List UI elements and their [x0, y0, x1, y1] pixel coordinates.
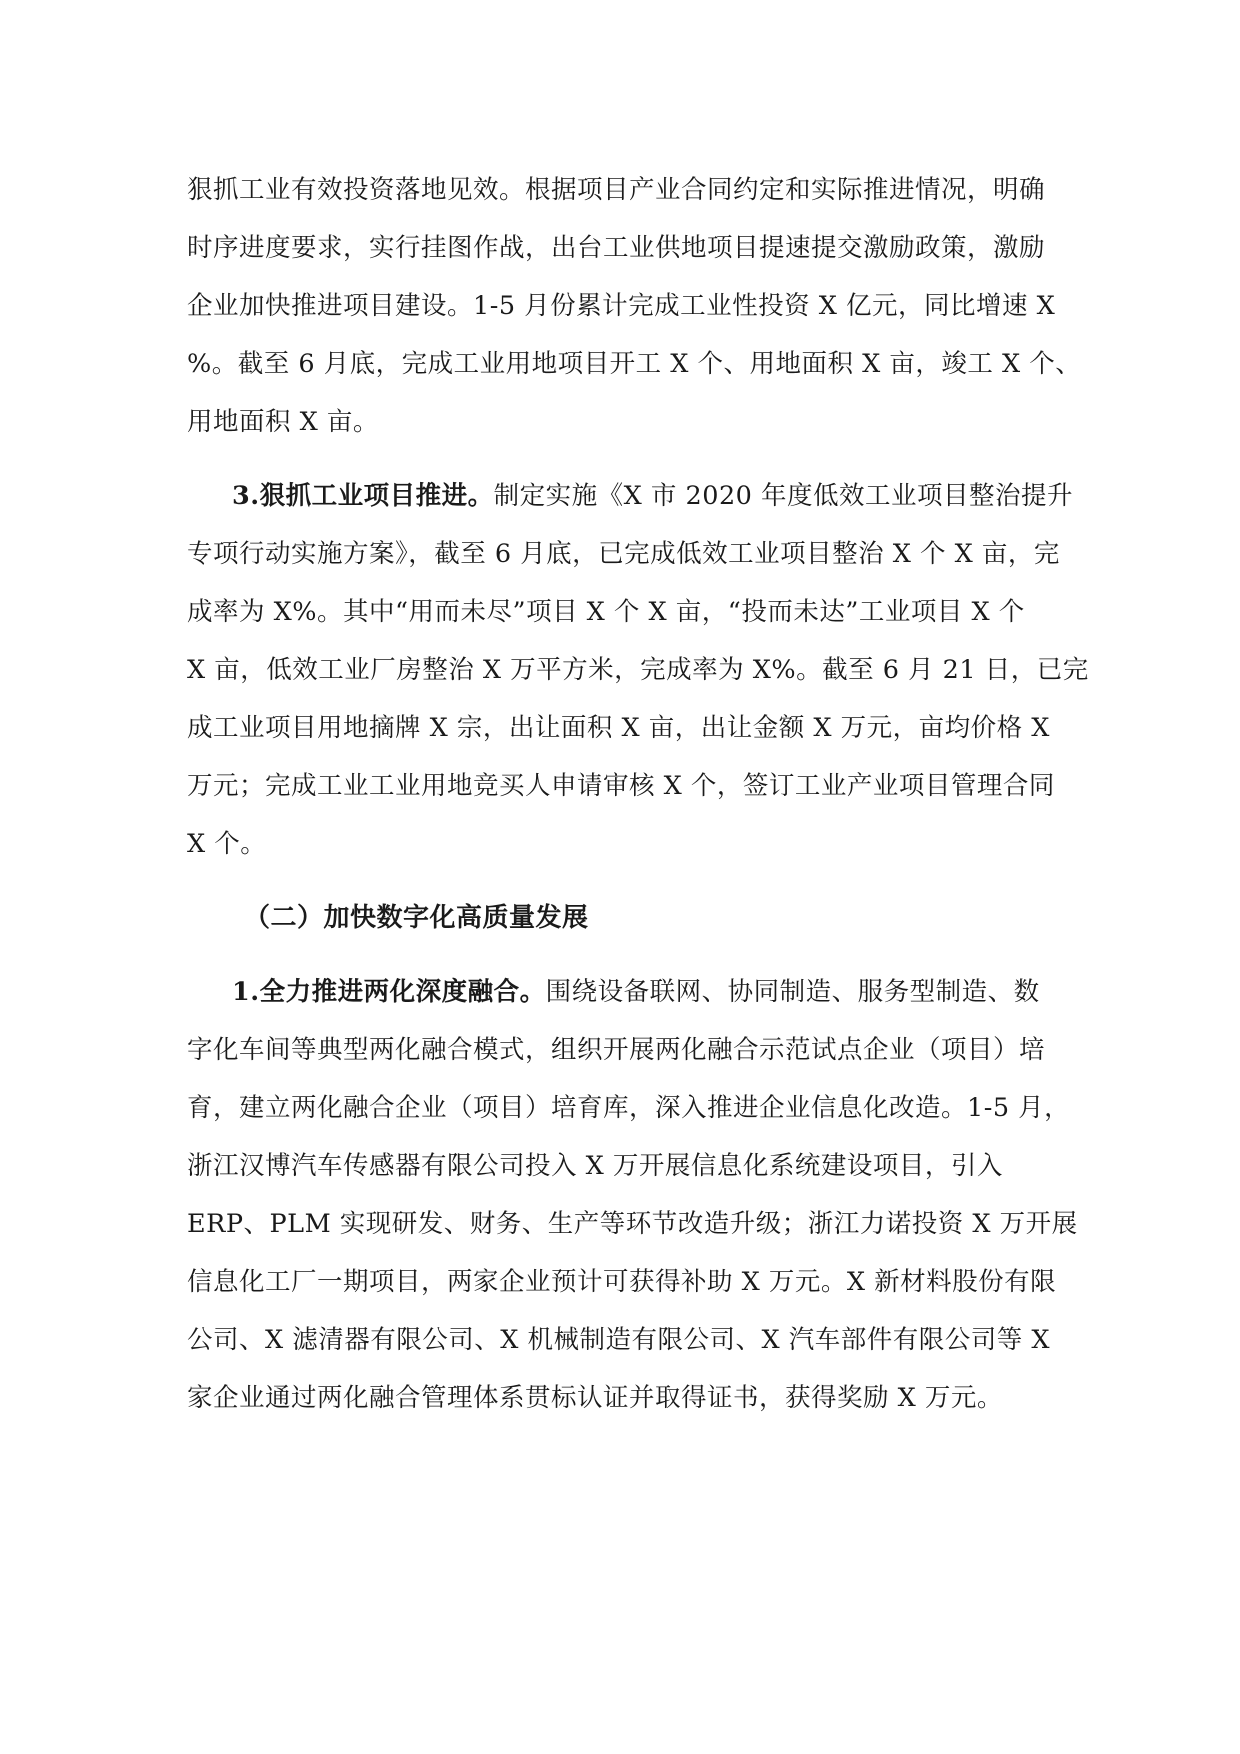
paragraph-2-lead: 3.狠抓工业项目推进。: [232, 481, 494, 511]
paragraph-3-line-8: 家企业通过两化融合管理体系贯标认证并取得证书，获得奖励 X 万元。: [187, 1383, 1003, 1413]
paragraph-1-line-3: 企业加快推进项目建设。1-5 月份累计完成工业性投资 X 亿元，同比增速 X: [187, 291, 1056, 321]
paragraph-2-line-7: X 个。: [187, 829, 267, 859]
paragraph-3-line-3: 育，建立两化融合企业（项目）培育库，深入推进企业信息化改造。1-5 月，: [187, 1093, 1071, 1123]
paragraph-2-first-line-text: 制定实施《X 市 2020 年度低效工业项目整治提升: [493, 481, 1073, 511]
paragraph-3-line-1: [232, 972, 1040, 1012]
paragraph-1-line-5: 用地面积 X 亩。: [187, 407, 379, 437]
paragraph-1-line-2: 时序进度要求，实行挂图作战，出台工业供地项目提速提交激励政策，激励: [187, 233, 1046, 263]
paragraph-1-line-4: %。截至 6 月底，完成工业用地项目开工 X 个、用地面积 X 亩，竣工 X 个、: [187, 349, 1082, 379]
paragraph-2-line-4: X 亩，低效工业厂房整治 X 万平方米，完成率为 X%。截至 6 月 21 日，已完: [187, 655, 1089, 685]
paragraph-2-line-2: 专项行动实施方案》，截至 6 月底，已完成低效工业项目整治 X 个 X 亩，完: [187, 539, 1060, 569]
paragraph-3-line-4: 浙江汉博汽车传感器有限公司投入 X 万开展信息化系统建设项目，引入: [187, 1151, 1003, 1181]
paragraph-3-first-line-text: 围绕设备联网、协同制造、服务型制造、数: [545, 977, 1040, 1007]
paragraph-1-line-1: 狠抓工业有效投资落地见效。根据项目产业合同约定和实际推进情况，明确: [187, 175, 1046, 205]
paragraph-2-line-6: 万元；完成工业工业用地竞买人申请审核 X 个，签订工业产业项目管理合同: [187, 771, 1055, 801]
paragraph-3-line-6: 信息化工厂一期项目，两家企业预计可获得补助 X 万元。X 新材料股份有限: [187, 1267, 1057, 1297]
paragraph-2-line-1: [232, 476, 1073, 516]
paragraph-2-line-3: 成率为 X%。其中“用而未尽”项目 X 个 X 亩，“投而未达”工业项目 X 个: [187, 597, 1025, 627]
paragraph-2-line-5: 成工业项目用地摘牌 X 宗，出让面积 X 亩，出让金额 X 万元，亩均价格 X: [187, 713, 1050, 743]
paragraph-3-line-5: ERP、PLM 实现研发、财务、生产等环节改造升级；浙江力诺投资 X 万开展: [187, 1209, 1078, 1239]
paragraph-3-line-2: 字化车间等典型两化融合模式，组织开展两化融合示范试点企业（项目）培: [187, 1035, 1046, 1065]
section-heading: （二）加快数字化高质量发展: [244, 903, 589, 933]
paragraph-3-line-7: 公司、X 滤清器有限公司、X 机械制造有限公司、X 汽车部件有限公司等 X: [187, 1325, 1051, 1355]
paragraph-3-lead: 1.全力推进两化深度融合。: [232, 977, 546, 1007]
